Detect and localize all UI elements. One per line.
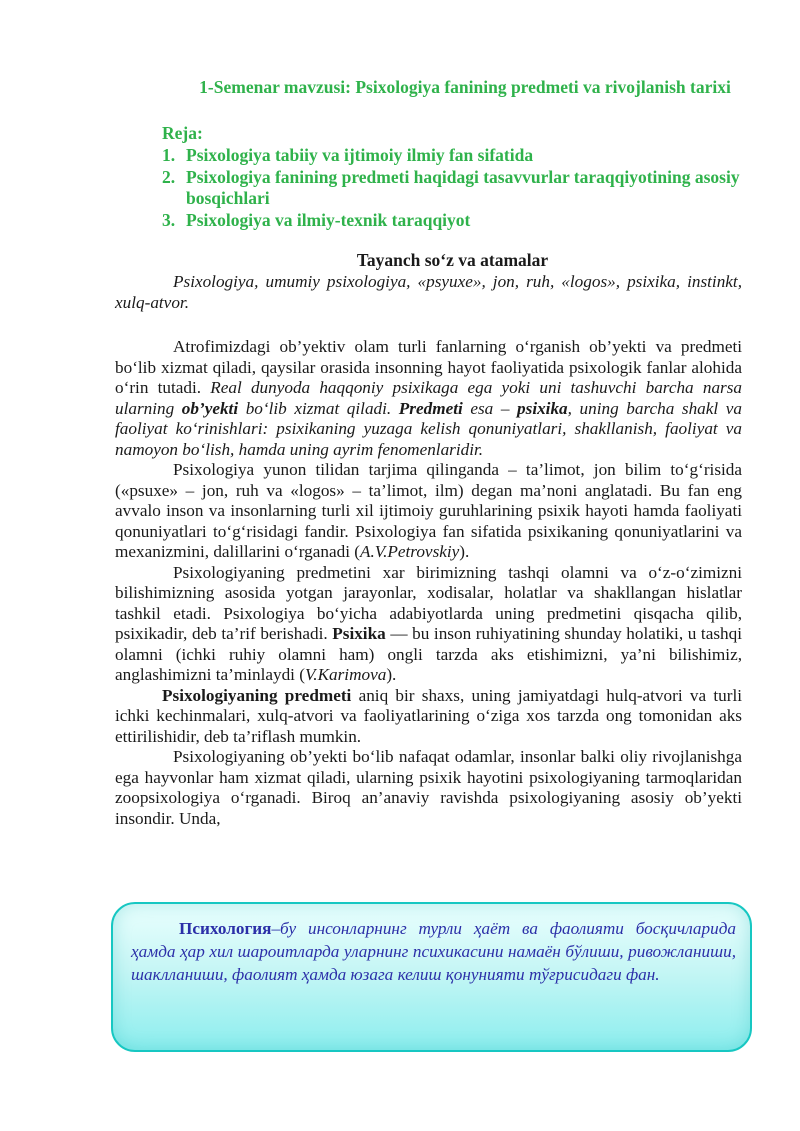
text-run-italic: Real dunyoda haqqoniy psixikaga ega yoki uni tashuvchi barcha narsa ularning	[115, 378, 743, 418]
text-run: ).	[386, 665, 397, 684]
paragraph-4	[115, 686, 742, 748]
plan-item	[162, 210, 742, 231]
keywords-text: Psixologiya, umumiy psixologiya, «psyuxe», jon, ruh, «logos», psixika, instinkt, xulq-atvor.	[115, 272, 742, 312]
text-run-italic: , uning barcha shakl va faoliyat ko‘rinishlari: psixikaning yuzaga kelish qonuniyatlari, shakllanish, faoliyat va namoyon bo‘lish, hamda uning ayrim fenomenlaridir.	[115, 398, 742, 459]
plan-item-text: Psixologiya fanining predmeti haqidagi tasavvurlar taraqqiyotining asosiy bosqichlari	[186, 167, 740, 208]
callout-term: Психология	[179, 919, 272, 938]
paragraph-5	[115, 747, 742, 829]
paragraph-1	[115, 337, 742, 460]
text-run: aniq bir shaxs, uning jamiyatdagi hulq-atvori va turli ichki kechinmalari, xulq-atvori va faoliyatlarining o‘ziga xos tarzda ong tomonidan aks ettirilishidir, deb ta’riflash mumkin.	[115, 685, 742, 746]
term-psixika: Psixika	[332, 624, 386, 643]
citation-author: V.Karimova	[304, 665, 387, 684]
keywords-heading: Tayanch so‘z va atamalar	[356, 250, 549, 270]
plan-item-text: Psixologiya va ilmiy-texnik taraqqiyot	[186, 210, 471, 230]
definition-callout-box	[111, 902, 752, 1052]
text-run: Psixologiya yunon tilidan tarjima qilinganda – ta’limot, jon bilim to‘g‘risida («psuxe» – jon, ruh va «logos» – ta’limot, ilm) degan ma’noni anglatadi. Bu fan eng avvalo inson va insonlarning turli xil ijtimoiy guruhlarining psixik hayoti hamda faoliyati qonuniyatlari to‘g‘risidagi fandir. Psixologiya fan sifatida psixikaning qonuniyatlarini va mexanizmini, dalillarini o‘rganadi (	[115, 460, 742, 561]
plan-list	[162, 145, 742, 232]
paragraph-3	[115, 563, 742, 686]
text-run: Psixologiyaning ob’yekti bo‘lib nafaqat odamlar, insonlar balki oliy rivojlanishga ega hayvonlar ham xizmat qiladi, ularning psixik hayotini psixologiyaning tarmoqlaridan zoopsixologiya o‘rganadi. Biroq an’anaviy ravishda psixologiyaning asosiy ob’yekti insondir. Unda,	[115, 747, 742, 828]
text-run: ).	[459, 542, 470, 561]
term-psyche: psixika	[517, 398, 568, 418]
text-run: Atrofimizdagi ob’yektiv olam turli fanlarning o‘rganish ob’yekti va predmeti bo‘lib xizmat qiladi, qaysilar orasida insonning hayot faoliyatida psixologik fanlar alohida o‘rin tutadi.	[115, 337, 742, 397]
text-run: Psixologiyaning predmetini xar birimizning tashqi olamni va o‘z-o‘zimizni bilishimizning asosida yotgan jarayonlar, xodisalar, holatlar va shakllangan hislatlar tashkil etadi. Psixologiya bo‘yicha adabiyotlarda uning predmetini qisqacha qilib, psixikadir, deb ta’rif berishadi.	[115, 562, 742, 643]
text-run-italic: bo‘lib xizmat qiladi.	[238, 398, 399, 418]
plan-item-number: 1.	[162, 145, 176, 165]
definition-callout-text	[131, 917, 736, 986]
callout-definition: –бу инсонларнинг турли ҳаёт ва фаолияти босқичларида ҳамда ҳар хил шароитларда уларнинг психикасини намаён бўлиши, ривожланиши, шаклланиши, фаолият ҳамда юзага келиш қонунияти тўғрисидаги фан.	[131, 919, 736, 984]
plan-heading: Reja:	[162, 123, 203, 143]
plan-item	[162, 145, 742, 166]
term-predmet: Psixologiyaning predmeti	[162, 685, 352, 705]
page-title: 1-Semenar mavzusi: Psixologiya fanining predmeti va rivojlanish tarixi	[199, 77, 731, 97]
text-run-italic: esa –	[462, 398, 518, 418]
term-subject: Predmeti	[398, 398, 463, 418]
paragraph-2	[115, 460, 742, 563]
body-text	[115, 337, 742, 829]
plan-item-number: 2.	[162, 167, 176, 187]
plan-item-number: 3.	[162, 210, 176, 230]
plan-item	[162, 167, 742, 209]
citation-author: A.V.Petrovskiy	[360, 542, 460, 561]
term-object: ob’yekti	[181, 398, 239, 418]
text-run: — bu inson ruhiyatining shunday holatiki, u tashqi olamni (ichki ruhiy olamni ham) ongli tarzda aks etishimizni, ya’ni bilishimiz, anglashimizni ta’minlaydi (	[115, 624, 742, 684]
plan-item-text: Psixologiya tabiiy va ijtimoiy ilmiy fan sifatida	[186, 145, 534, 165]
